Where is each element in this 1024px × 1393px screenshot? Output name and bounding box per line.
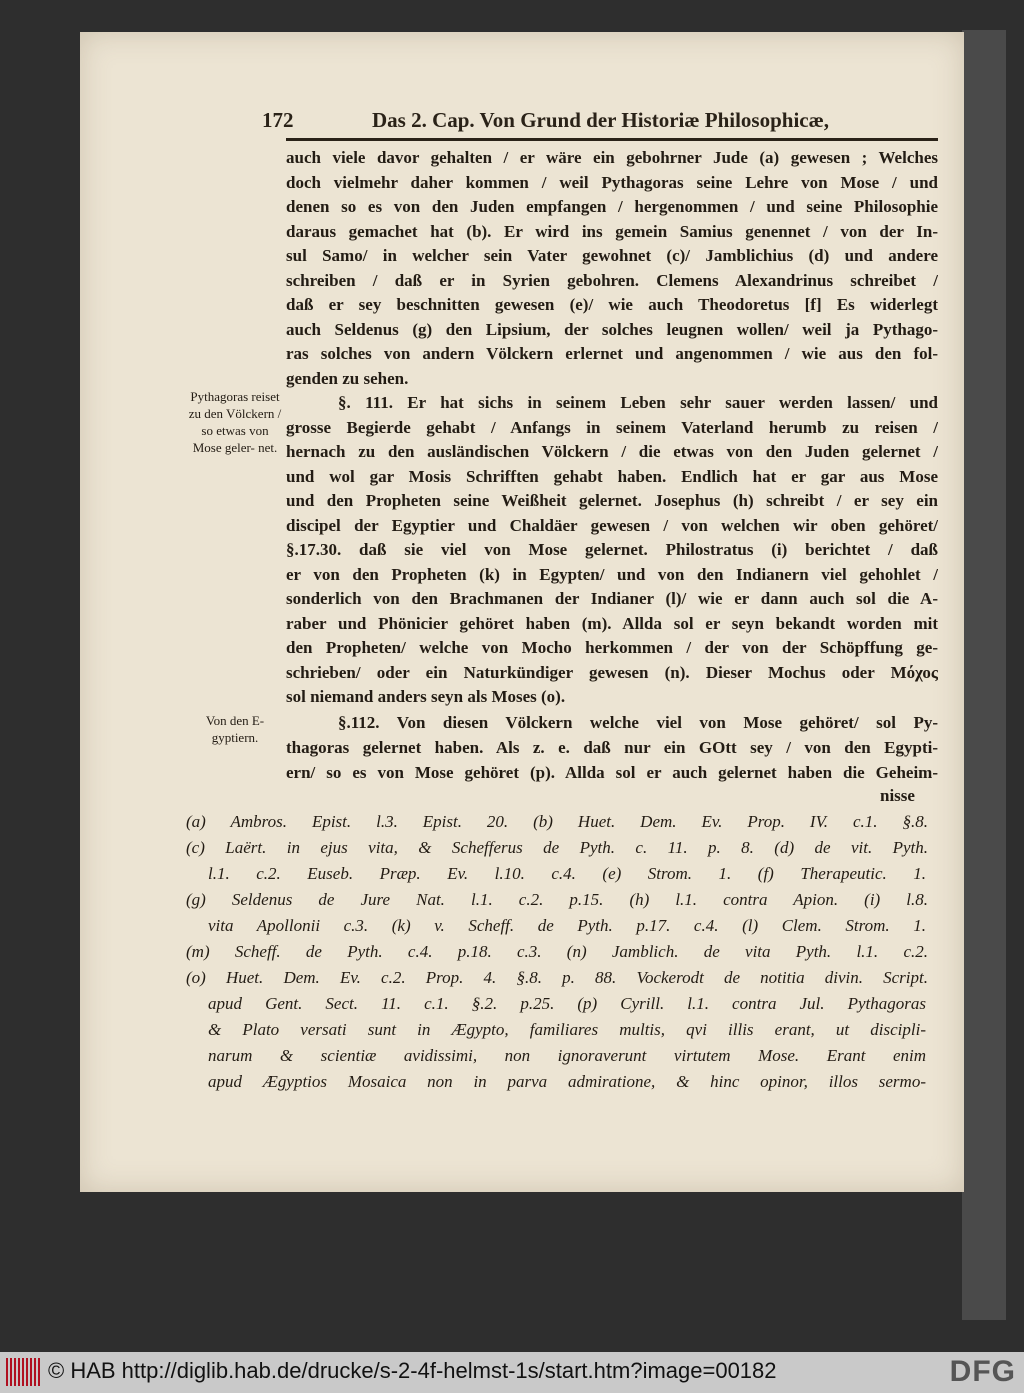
body-line: schreiben / daß er in Syrien gebohren. Clemens Alexandrinus schreibet / <box>286 270 938 290</box>
body-line: den Propheten/ welche von Mocho herkommen / der von der Schöpffung ge- <box>286 638 938 657</box>
margin-note-egyptians: Von den E- gyptiern. <box>205 713 265 745</box>
body-line: er von den Propheten (k) in Egypten/ und von den Indianern viel gehohlet / <box>286 564 938 584</box>
body-line: daß er sey beschnitten gewesen (e)/ wie auch Theodoretus [f] Es widerlegt <box>286 295 938 314</box>
footnote-line: (m) Scheff. de Pyth. c.4. p.18. c.3. (n) Jamblich. de vita Pyth. l.1. c.2. <box>186 942 928 961</box>
copyright-url[interactable]: © HAB http://diglib.hab.de/drucke/s-2-4f-helmst-1s/start.htm?image=00182 <box>48 1358 777 1383</box>
dfg-logo: DFG <box>949 1355 1016 1388</box>
footnote-line: (c) Laërt. in ejus vita, & Schefferus de Pyth. c. 11. p. 8. (d) de vit. Pyth. <box>186 838 928 857</box>
footnote-line: (o) Huet. Dem. Ev. c.2. Prop. 4. §.8. p. 88. Vockerodt de notitia divin. Script. <box>186 968 928 987</box>
footnote-line: vita Apollonii c.3. (k) v. Scheff. de Pyth. p.17. c.4. (l) Clem. Strom. 1. <box>208 916 926 935</box>
footnote-line: apud Ægyptios Mosaica non in parva admiratione, & hinc opinor, illos sermo- <box>208 1072 926 1091</box>
body-line: auch Seldenus (g) den Lipsium, der solches leugnen wollen/ weil ja Pythago- <box>286 319 938 339</box>
body-line: auch viele davor gehalten / er wäre ein gebohrner Jude (a) gewesen ; Welches <box>286 148 938 167</box>
body-line: ras solches von andern Völckern erlernet und angenommen / wie aus den fol- <box>286 344 938 363</box>
catchword: nisse <box>880 786 915 805</box>
body-line: genden zu sehen. <box>286 368 409 388</box>
body-line: sul Samo/ in welcher sein Vater gewohnet (c)/ Jamblichius (d) und andere <box>286 246 938 265</box>
body-line: raber und Phönicier gehöret haben (m). Allda sol er seyn bekandt worden mit <box>286 613 938 633</box>
body-line: grosse Begierde gehabt / Anfangs in seinem Vaterland herumb zu reisen / <box>286 417 938 437</box>
footnote-line: l.1. c.2. Euseb. Præp. Ev. l.10. c.4. (e) Strom. 1. (f) Therapeutic. 1. <box>208 864 926 883</box>
body-line: und wol gar Mosis Schrifften gehabt haben. Endlich hat er gar aus Mose <box>286 466 938 486</box>
body-line: und den Propheten seine Weißheit gelernet. Josephus (h) schreibt / er sey ein <box>286 491 938 510</box>
body-line: sol niemand anders seyn als Moses (o). <box>286 687 566 706</box>
body-line: schrieben/ oder ein Naturkündiger gewesen (n). Dieser Mochus oder Μόχος <box>286 662 938 682</box>
body-line: thagoras gelernet haben. Als z. e. daß nur ein GOtt sey / von den Egypti- <box>286 738 938 757</box>
footnote-line: & Plato versati sunt in Ægypto, familiares multis, qvi illis erant, ut discipli- <box>208 1020 926 1039</box>
footnote-line: apud Gent. Sect. 11. c.1. §.2. p.25. (p) Cyrill. l.1. contra Jul. Pythagoras <box>208 994 926 1013</box>
footnote-line: (a) Ambros. Epist. l.3. Epist. 20. (b) Huet. Dem. Ev. Prop. IV. c.1. §.8. <box>186 812 928 831</box>
running-title: Das 2. Cap. Von Grund der Historiæ Philosophicæ, <box>372 108 830 132</box>
footnote-line: (g) Seldenus de Jure Nat. l.1. c.2. p.15. (h) l.1. contra Apion. (i) l.8. <box>186 890 928 909</box>
margin-note-pythagoras: Pythagoras reiset zu den Völckern / so etwas von Mose geler- net. <box>188 389 282 455</box>
body-line: §.112. Von diesen Völckern welche viel von Mose gehöret/ sol Py- <box>338 713 938 732</box>
body-line: denen so es von den Juden empfangen / hergenommen / und seine Philosophie <box>286 197 938 216</box>
body-line: §. 111. Er hat sichs in seinem Leben sehr sauer werden lassen/ und <box>338 393 938 412</box>
body-line: sonderlich von den Brachmanen der Indianer (l)/ wie er dann auch sol die A- <box>286 589 938 608</box>
body-line: ern/ so es von Mose gehöret (p). Allda sol er auch gelernet haben die Geheim- <box>286 763 938 782</box>
footnote-line: narum & scientiæ avidissimi, non ignoraverunt virtutem Mose. Erant enim <box>208 1046 926 1065</box>
body-line: doch vielmehr daher kommen / weil Pythagoras seine Lehre von Mose / und <box>286 172 938 192</box>
body-line: discipel der Egyptier und Chaldäer gewesen / von welchen wir oben gehöret/ <box>286 515 938 535</box>
footer-bar <box>0 1352 1024 1393</box>
body-line: daraus gemachet hat (b). Er wird ins gemein Samius genennet / von der In- <box>286 221 938 241</box>
scan-edge <box>962 30 1006 1320</box>
header-rule <box>286 138 938 141</box>
page-number: 172 <box>262 108 294 132</box>
body-line: hernach zu den ausländischen Völckern / die etwas von den Juden gelernet / <box>286 442 938 461</box>
hab-logo-icon <box>6 1358 40 1386</box>
body-line: §.17.30. daß sie viel von Mose gelernet. Philostratus (i) berichtet / daß <box>286 540 938 559</box>
